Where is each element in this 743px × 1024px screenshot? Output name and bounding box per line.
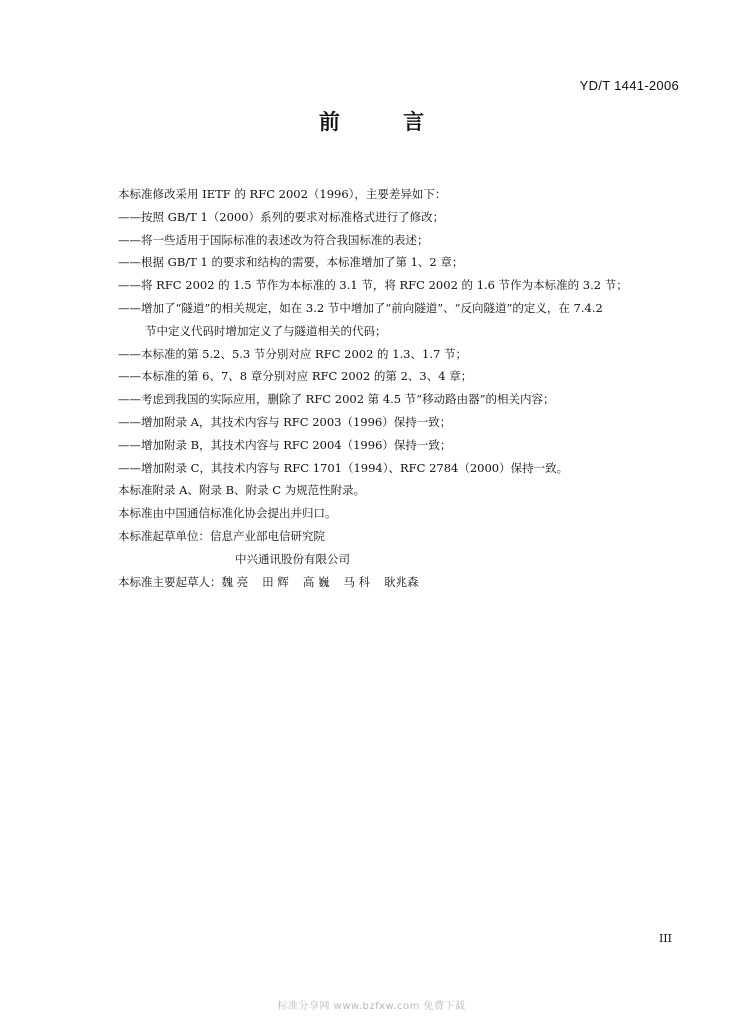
intro-paragraph: 本标准修改采用 IETF 的 RFC 2002（1996），主要差异如下： [118, 187, 447, 201]
author-name: 高 巍 [302, 574, 330, 589]
drafting-unit: 信息产业部电信研究院 [210, 528, 325, 543]
authors-line [118, 571, 698, 594]
author-name: 耿兆森 [384, 574, 419, 589]
difference-item: ——增加附录 A，其技术内容与 RFC 2003（1996）保持一致； [118, 414, 452, 429]
author-name: 魏 亮 [221, 574, 249, 589]
difference-item: ——本标准的第 6、7、8 章分别对应 RFC 2002 的第 2、3、4 章； [118, 369, 473, 384]
difference-item: ——将一些适用于国际标准的表述改为符合我国标准的表述； [118, 232, 429, 247]
difference-item: ——增加附录 B，其技术内容与 RFC 2004（1996）保持一致； [118, 437, 452, 452]
difference-item: ——本标准的第 5.2、5.3 节分别对应 RFC 2002 的 1.3、1.7 节； [118, 346, 467, 361]
author-name: 田 辉 [262, 574, 289, 589]
author-name: 马 科 [343, 574, 371, 589]
standard-code: YD/T 1441-2006 [579, 78, 679, 93]
appendix-note: 本标准附录 A、附录 B、附录 C 为规范性附录。 [118, 483, 366, 498]
drafting-unit-line [118, 525, 698, 548]
difference-item: ——根据 GB/T 1 的要求和结构的需要，本标准增加了第 1、2 章； [118, 255, 464, 270]
difference-item: ——按照 GB/T 1（2000）系列的要求对标准格式进行了修改； [118, 209, 445, 224]
drafting-unit-line [118, 548, 698, 571]
difference-item-continuation: 节中定义代码时增加定义了与隧道相关的代码； [145, 323, 387, 338]
drafting-unit-label: 本标准起草单位： [118, 528, 210, 543]
difference-item: ——增加附录 C，其技术内容与 RFC 1701（1994）、RFC 2784（2000）保持一致。 [118, 460, 569, 475]
authors-label: 本标准主要起草人： [118, 574, 222, 589]
difference-item: ——考虑到我国的实际应用，删除了 RFC 2002 第 4.5 节“移动路由器”的相关内容； [118, 392, 555, 407]
page-title: 前 言 [318, 110, 453, 134]
page-number: III [658, 932, 672, 945]
difference-item: ——增加了“隧道”的相关规定，如在 3.2 节中增加了“前向隧道”、“反向隧道”的定义，在 7.4.2 [118, 300, 603, 315]
drafting-unit: 中兴通讯股份有限公司 [235, 551, 350, 566]
proposer-statement: 本标准由中国通信标准化协会提出并归口。 [118, 506, 337, 521]
watermark-text: 标准分享网 www.bzfxw.com 免费下载 [277, 1001, 466, 1012]
difference-item: ——将 RFC 2002 的 1.5 节作为本标准的 3.1 节，将 RFC 2002 的 1.6 节作为本标准的 3.2 节； [118, 278, 628, 293]
foreword-body [118, 183, 698, 593]
